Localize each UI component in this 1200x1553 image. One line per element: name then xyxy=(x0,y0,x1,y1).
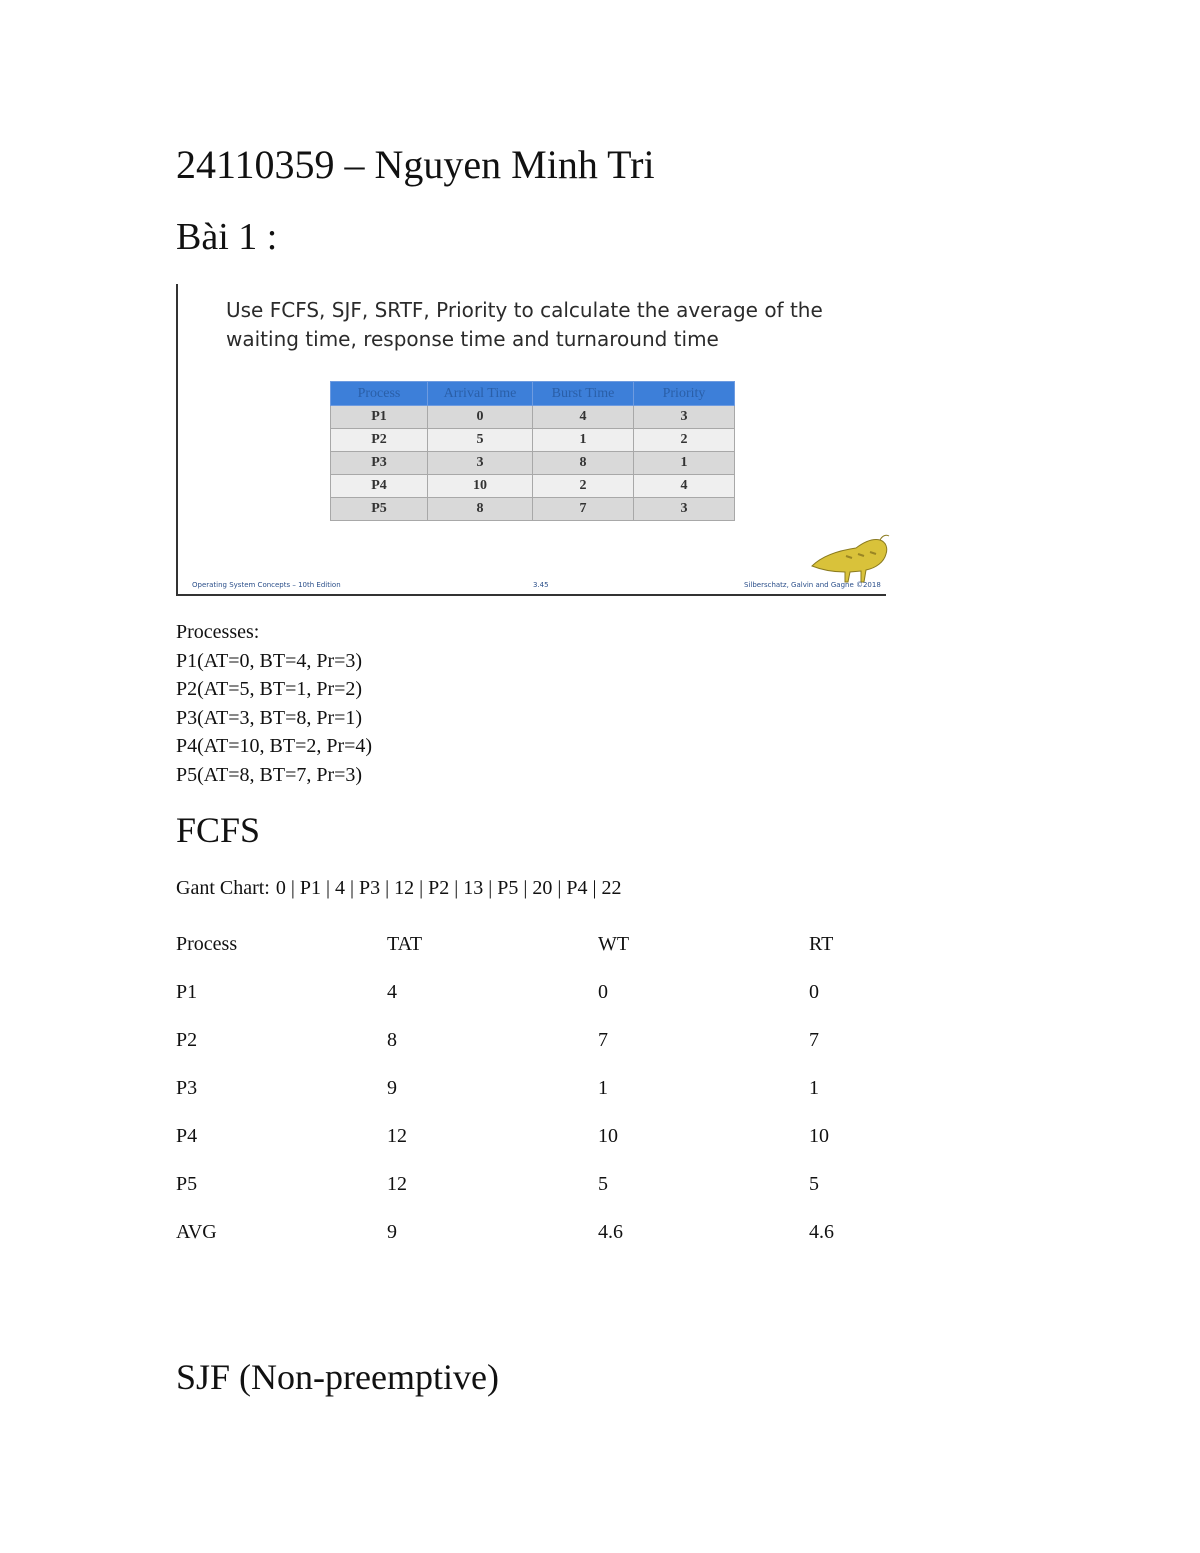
fcfs-heading: FCFS xyxy=(176,810,261,850)
slide-process-table xyxy=(330,381,735,521)
sjf-heading: SJF (Non-preemptive) xyxy=(176,1357,499,1397)
slide-table-header: Priority xyxy=(634,382,735,406)
table-cell: P1 xyxy=(176,980,198,1003)
process-list-item: P4(AT=10, BT=2, Pr=4) xyxy=(176,735,373,757)
process-list xyxy=(176,618,372,789)
table-cell: 9 xyxy=(387,1076,397,1099)
table-cell: P2 xyxy=(176,1028,198,1051)
gantt-sequence: 0 | P1 | 4 | P3 | 12 | P2 | 13 | P5 | 20 | P4 | 22 xyxy=(275,877,622,899)
slide-table-cell: 4 xyxy=(634,475,735,498)
slide-table-cell: P5 xyxy=(331,498,428,521)
slide-table-header: Arrival Time xyxy=(428,382,533,406)
table-cell: P3 xyxy=(176,1076,198,1099)
column-header: WT xyxy=(598,932,630,955)
slide-table-cell: 8 xyxy=(428,498,533,521)
table-cell: 5 xyxy=(809,1172,819,1195)
column-header: TAT xyxy=(387,932,423,955)
process-list-item: P1(AT=0, BT=4, Pr=3) xyxy=(176,649,363,672)
table-cell: 4.6 xyxy=(598,1220,623,1243)
slide-table-cell: 0 xyxy=(428,406,533,429)
slide-footer-page: 3.45 xyxy=(533,581,549,589)
slide-table-row xyxy=(331,429,735,452)
slide-prompt-line: waiting time, response time and turnaround time xyxy=(226,327,719,351)
table-cell: P5 xyxy=(176,1172,198,1195)
table-cell: 1 xyxy=(809,1076,819,1099)
slide-table-cell: 2 xyxy=(634,429,735,452)
table-row xyxy=(176,1064,1020,1112)
table-cell: 10 xyxy=(598,1124,618,1147)
slide-footer-right: Silberschatz, Galvin and Gagne ©2018 xyxy=(744,581,881,589)
column-header: RT xyxy=(809,932,834,955)
table-header-row xyxy=(176,920,1020,968)
slide-table-header: Process xyxy=(331,382,428,406)
table-cell: 7 xyxy=(598,1028,608,1051)
slide-table-row xyxy=(331,452,735,475)
table-cell: 0 xyxy=(598,980,608,1003)
slide-table-row xyxy=(331,498,735,521)
slide-table-header-row xyxy=(331,382,735,406)
slide-prompt-line: Use FCFS, SJF, SRTF, Priority to calculate the average of the xyxy=(226,298,823,322)
table-cell: 7 xyxy=(809,1028,819,1051)
exercise-heading: Bài 1 : xyxy=(176,216,278,258)
table-cell: AVG xyxy=(176,1220,217,1243)
table-cell: 1 xyxy=(598,1076,608,1099)
slide-table-cell: 5 xyxy=(428,429,533,452)
table-row xyxy=(176,1208,1020,1256)
slide-table-header: Burst Time xyxy=(533,382,634,406)
process-list-label: Processes: xyxy=(176,621,260,643)
table-cell: 9 xyxy=(387,1220,397,1243)
table-cell: 12 xyxy=(387,1124,407,1147)
slide-table-cell: 4 xyxy=(533,406,634,429)
fcfs-results-table xyxy=(176,920,1020,1256)
slide-footer-left: Operating System Concepts – 10th Edition xyxy=(192,581,341,589)
slide-table-cell: 3 xyxy=(634,406,735,429)
column-header: Process xyxy=(176,932,238,955)
slide-prompt xyxy=(226,296,846,354)
slide-table-cell: 3 xyxy=(428,452,533,475)
table-cell: 5 xyxy=(598,1172,608,1195)
slide-table-cell: P1 xyxy=(331,406,428,429)
slide-table-row xyxy=(331,475,735,498)
table-cell: 0 xyxy=(809,980,819,1003)
slide-image xyxy=(176,284,886,596)
slide-table-cell: 8 xyxy=(533,452,634,475)
slide-table-cell: 7 xyxy=(533,498,634,521)
slide-table-cell: 10 xyxy=(428,475,533,498)
table-cell: P4 xyxy=(176,1124,198,1147)
table-row xyxy=(176,1112,1020,1160)
slide-table-cell: 2 xyxy=(533,475,634,498)
table-row xyxy=(176,968,1020,1016)
document-title: 24110359 – Nguyen Minh Tri xyxy=(176,142,655,187)
process-list-item: P2(AT=5, BT=1, Pr=2) xyxy=(176,678,363,700)
slide-table-cell: 1 xyxy=(634,452,735,475)
slide-table-cell: P4 xyxy=(331,475,428,498)
table-cell: 4.6 xyxy=(809,1220,834,1243)
dinosaur-logo-icon xyxy=(806,532,890,584)
table-cell: 12 xyxy=(387,1172,407,1195)
table-cell: 8 xyxy=(387,1028,397,1051)
table-row xyxy=(176,1016,1020,1064)
table-cell: 4 xyxy=(387,980,397,1003)
table-cell: 10 xyxy=(809,1124,829,1147)
process-list-item: P3(AT=3, BT=8, Pr=1) xyxy=(176,706,363,729)
slide-table-row xyxy=(331,406,735,429)
table-row xyxy=(176,1160,1020,1208)
fcfs-gantt-chart xyxy=(176,875,622,901)
gantt-label: Gant Chart: xyxy=(176,877,270,899)
slide-table-cell: 3 xyxy=(634,498,735,521)
slide-table-cell: 1 xyxy=(533,429,634,452)
process-list-item: P5(AT=8, BT=7, Pr=3) xyxy=(176,763,363,786)
slide-table-cell: P3 xyxy=(331,452,428,475)
slide-table-cell: P2 xyxy=(331,429,428,452)
